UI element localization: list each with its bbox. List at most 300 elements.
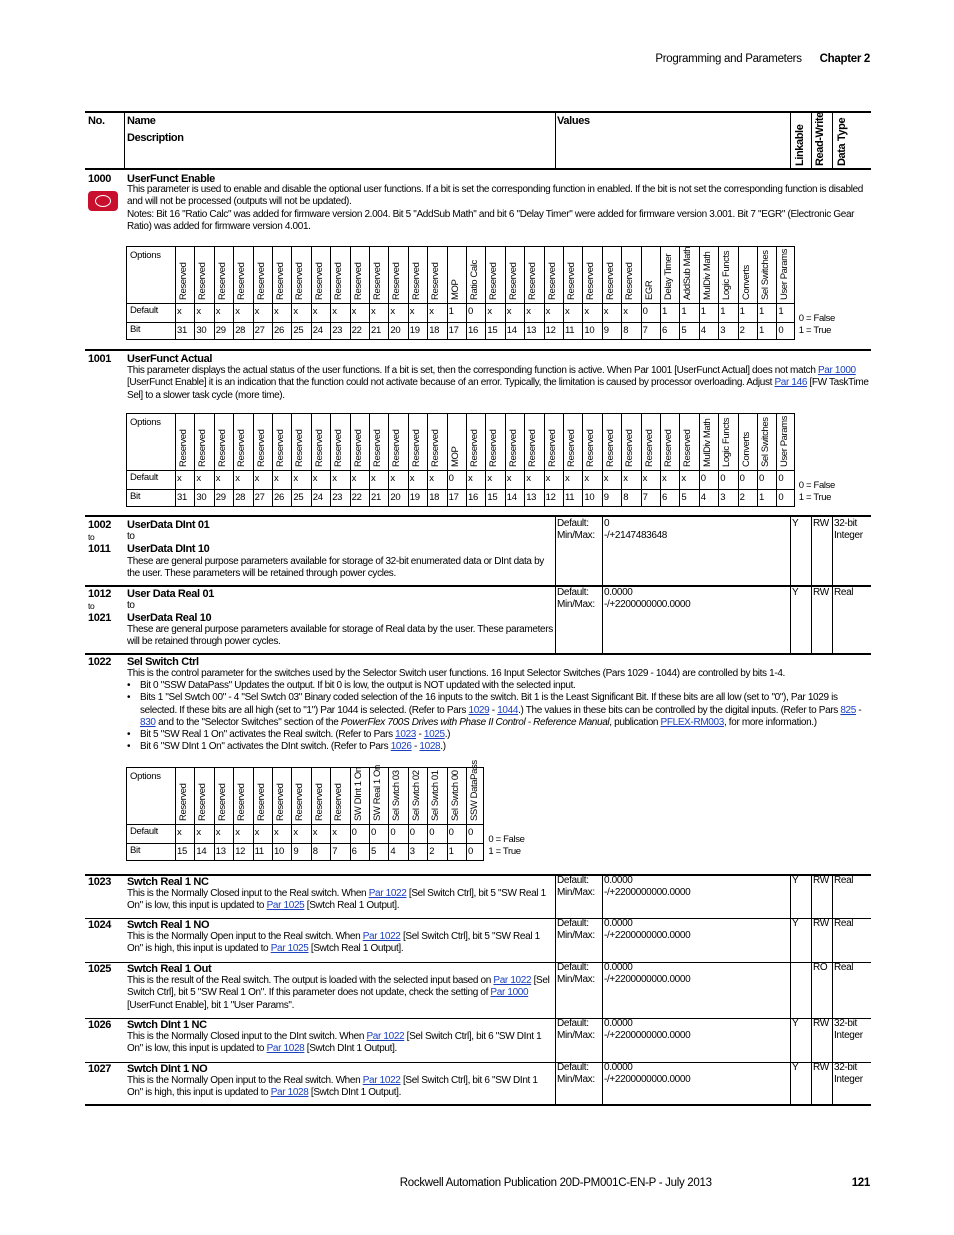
minmax-label: Min/Max: [557,887,595,898]
bit-number: 25 [293,325,304,336]
par-link[interactable]: Par 1028 [266,1043,305,1055]
bit-number: 30 [196,325,207,336]
bit-number: 5 [681,325,687,336]
col-values: Values [557,115,590,127]
minmax-value: -/+2200000000.0000 [604,599,691,610]
linkable-value: Y [792,918,799,929]
bit-option-label: User Params [779,248,791,300]
bit-default: x [332,306,337,317]
bit-option-label: Reserved [197,783,209,821]
bit-default: x [312,827,318,838]
param-number: 1012 [88,588,112,600]
param-description: This parameter is used to enable and disable the optional user functions. If a bit is set the corresponding function in enabled. If the bit is not set the corresponding function is disabled and will not be processed (outputs will not be updated). [127,184,864,208]
bit-default: 0 [759,473,764,484]
linkable-value: Y [792,587,799,598]
bit-option-label: Reserved [216,429,228,467]
par-link[interactable]: Par 1022 [493,975,532,986]
bit-option-label: Reserved [546,429,558,467]
bit-option-label: Reserved [333,783,345,821]
bit-number: 12 [545,492,556,503]
col-data-type: Data Type [836,117,848,166]
bit-number: 15 [487,325,498,336]
true-legend: 1 = True [798,492,832,503]
bit-number: 24 [312,492,323,503]
data-type: Integer [834,530,863,541]
bit-option-label: Reserved [643,429,655,467]
data-type: 32-bit [834,1018,857,1029]
bit-option-label: Reserved [197,262,209,300]
bit-option-label: Reserved [178,783,189,821]
bit-option-label: Reserved [546,262,558,300]
param-number: 1024 [88,919,112,931]
minmax-value: -/+2200000000.0000 [604,887,691,898]
bit-default: x [429,306,434,317]
param-name: User Data Real 01 [127,588,214,600]
minmax-value: -/+2200000000.0000 [604,1030,691,1041]
bit-number: 4 [700,325,706,336]
par-link[interactable]: Par 1025 [270,943,309,955]
col-no: No. [88,115,105,127]
bit-number: 16 [468,492,478,503]
bit-default: x [332,827,337,838]
bit-option-label: Sel Switches [760,417,771,467]
linkable-value: Y [792,1018,799,1029]
data-type: 32-bit [834,1062,857,1073]
bit-option-label: Sel Switches [760,250,771,300]
bit-option-label: Reserved [313,783,325,821]
bit-option-label: Reserved [391,262,403,300]
param-name: Swtch Real 1 NC [127,876,209,888]
bit-default: x [274,827,279,838]
bit-number: 8 [623,325,629,336]
param-number: 1021 [88,612,112,624]
bit-default: 1 [778,306,784,317]
bit-default: x [235,473,240,484]
par-link[interactable]: Par 1000 [490,987,529,999]
minmax-value: -/+2147483648 [604,530,668,541]
bit-default: x [506,473,512,484]
bit-grid [126,760,484,861]
bit-default: x [390,473,395,484]
bit-number: 19 [409,492,420,503]
default-label: Default: [557,918,589,929]
par-link[interactable]: Par 1022 [362,1075,401,1086]
param-description: This is the Normally Open input to the Real switch. When Par 1022 [Sel Switch Ctrl], bit 5 "SW Real 1 On" is high, this input is updated to Par 1025 [Swtch Real 1 Output]. [127,931,540,955]
data-type: Real [834,875,854,886]
bit-option-label: MulDiv Math [701,418,713,467]
bit-default: x [429,473,434,484]
bit-default: 1 [448,306,454,317]
par-link[interactable]: 1026 [390,741,412,753]
range-to: to [127,600,135,611]
page-footer [400,1177,870,1189]
bit-default: 1 [700,306,706,317]
default-value: 0.0000 [604,1018,633,1029]
bit-default: 0 [448,827,454,838]
range-to: to [127,531,135,542]
bit-number: 15 [487,492,498,503]
bit-number: 13 [526,325,537,336]
bit-number: 29 [215,492,226,503]
default-label: Default [130,305,159,316]
bit-option-label: Reserved [585,429,597,467]
par-link[interactable]: Par 1022 [368,888,407,899]
bit-default: x [584,306,589,317]
bit-option-label: Reserved [488,262,500,300]
default-value: 0.0000 [604,587,633,598]
bit-default: x [603,306,609,317]
default-label: Default: [557,1018,589,1029]
range-to: to [88,532,95,542]
par-link[interactable]: Par 1022 [362,931,401,942]
param-name: UserData DInt 10 [127,543,210,555]
bit-note: • Bit 6 "SW DInt 1 On" activates the DInt switch. (Refer to Pars 1026 - 1028.) [127,741,869,753]
data-type: Real [834,918,854,929]
par-link[interactable]: Par 1025 [266,900,305,912]
default-value: 0 [604,518,610,529]
chapter-label: Chapter 2 [819,53,870,65]
bit-default: x [468,473,473,484]
bit-number: 10 [584,492,595,503]
bit-number: 14 [506,325,517,336]
true-legend: 1 = True [798,325,832,336]
bit-number: 1 [448,846,454,857]
par-link[interactable]: 1029 [468,704,490,716]
bit-number: 31 [177,492,187,503]
rw-value: RW [813,918,829,929]
bit-default: x [526,473,531,484]
bit-option-label: Reserved [682,429,694,467]
false-legend: 0 = False [798,480,835,491]
bit-option-label: SW DInt 1 On [352,767,364,821]
par-link[interactable]: Par 1022 [366,1031,405,1042]
bit-number: 11 [565,492,575,503]
bit-default: 1 [681,306,687,317]
par-link[interactable]: 1023 [395,729,417,741]
bit-default: x [681,473,686,484]
bit-option-label: Reserved [255,429,267,467]
bit-default: x [487,473,492,484]
bit-default: x [526,306,531,317]
bit-number: 21 [371,492,381,503]
bit-default: x [332,473,337,484]
bit-option-label: Reserved [197,429,209,467]
false-legend: 0 = False [488,834,525,845]
bit-option-label: Reserved [236,783,248,821]
param-number: 1027 [88,1063,112,1075]
bit-default: x [506,306,512,317]
linkable-value: Y [792,1062,799,1073]
bit-option-label: Reserved [275,783,286,821]
param-name: UserData DInt 01 [127,519,210,531]
bit-number: 2 [739,492,745,503]
bit-default: 0 [468,827,473,838]
bit-number: 2 [739,325,745,336]
param-description: This is the Normally Open input to the Real switch. When Par 1022 [Sel Switch Ctrl], bit 6 "SW DInt 1 On" is high, this input is updated to Par 1028 [Swtch DInt 1 Output]. [127,1075,538,1099]
bit-option-label: Logic Functs [721,417,733,467]
bit-notes-list [127,680,869,754]
bit-number: 27 [254,325,265,336]
bit-default: x [409,306,415,317]
bit-default: 1 [662,306,667,317]
default-label: Default [130,472,159,483]
bit-number: 9 [603,325,609,336]
bit-number: 21 [371,325,381,336]
bit-default: x [274,306,279,317]
page-number: 121 [851,1177,870,1189]
bit-default: x [390,306,395,317]
data-type: Integer [834,1074,863,1085]
bit-option-label: Sel Swtch 03 [391,770,403,821]
param-description: This parameter displays the actual status of the user functions. If a bit is set, then the corresponding function is active. When Par 1001 [UserFunct Actual] does not match Par 1000 [UserFunct Enable] it is an indication that the function could not activate because of an error. Typically, the limitation is caused by processor overloading. Adjust Par 146 [FW TaskTime Sel] to a slower task cycle (more time). [127,365,869,401]
rw-value: RW [813,1018,829,1029]
bit-number: 7 [642,325,648,336]
par-link[interactable]: 830 [140,716,156,728]
col-name: Name [127,115,156,127]
param-description: These are general purpose parameters available for storage of 32-bit enumerated data or DInt data by the user. These parameters will be retained through power cycles. [127,556,544,580]
bit-number: 3 [720,325,726,336]
bit-option-label: Reserved [507,262,519,300]
bit-option-label: Reserved [566,429,577,467]
bit-default: x [623,306,628,317]
param-number: 1023 [88,876,112,888]
bit-option-label: Sel Swtch 01 [430,770,442,821]
bit-default: x [623,473,628,484]
param-name: Sel Switch Ctrl [127,656,199,668]
rw-value: RW [813,875,829,886]
bit-option-label: Reserved [430,262,442,300]
bit-default: x [487,306,492,317]
bit-option-label: Converts [740,432,752,467]
bit-number: 6 [662,325,667,336]
bit-default: 0 [390,827,396,838]
default-value: 0.0000 [604,1062,633,1073]
bit-option-label: Sel Swtch 02 [410,770,422,821]
bit-default: x [196,473,201,484]
linkable-value: Y [792,875,799,886]
bit-number: 20 [390,492,401,503]
param-name: Swtch DInt 1 NO [127,1063,208,1075]
par-link[interactable]: 825 [840,704,856,716]
bit-number: 11 [254,846,264,857]
minmax-label: Min/Max: [557,974,595,985]
rw-value: RO [813,962,828,973]
param-number: 1025 [88,963,112,975]
bit-option-label: Reserved [624,429,636,467]
bit-number: 15 [177,846,187,857]
default-value: 0.0000 [604,918,633,929]
col-read-write: Read-Write [814,112,826,166]
bit-number: 3 [720,492,726,503]
bit-default: x [215,827,221,838]
bit-number: 2 [429,846,435,857]
param-description: This is the Normally Closed input to the Real switch. When Par 1022 [Sel Switch Ctrl], bit 5 "SW Real 1 On" is low, this input is updated to Par 1025 [Swtch Real 1 Output]. [127,888,546,912]
bit-default: 1 [720,306,726,317]
bit-option-label: SSW DataPass [469,760,480,821]
bit-default: x [196,827,201,838]
bit-option-label: User Params [779,415,791,467]
bit-option-label: Reserved [488,429,500,467]
bit-option-label: Reserved [275,262,286,300]
bit-number: 13 [526,492,537,503]
bit-number: 30 [196,492,207,503]
bit-default: 0 [409,827,415,838]
bit-number: 1 [759,492,764,503]
bit-number: 24 [312,325,323,336]
bit-option-label: Reserved [216,783,228,821]
bit-default: x [254,473,260,484]
bit-number: 31 [177,325,187,336]
bit-default: x [312,473,318,484]
bit-number: 9 [603,492,609,503]
bit-option-label: Converts [740,265,752,300]
bit-option-label: Reserved [294,429,306,467]
bit-number: 23 [332,492,343,503]
bit-option-label: Delay Timer [663,253,674,300]
bit-default: 1 [739,306,745,317]
bit-default: 0 [468,306,473,317]
bit-default: x [177,473,182,484]
data-type: Real [834,962,854,973]
bit-option-label: MOP [449,446,461,467]
default-value: 0.0000 [604,962,633,973]
default-label: Default [130,826,159,837]
stop-drive-icon [88,191,118,211]
bit-default: x [371,473,376,484]
linkable-value: Y [792,518,799,529]
minmax-value: -/+2200000000.0000 [604,1074,691,1085]
default-label: Default: [557,518,589,529]
bit-number: 5 [681,492,687,503]
bit-note: • Bits 1 "Sel Swtch 00" - 4 "Sel Swtch 03" Binary coded selection of the 16 inputs to the switch. Bit 1 is the Least Significant Bit. If these bits are all low (set to "0"), Par 1029 is selected. If these bits are all high (set to "1") Par 1044 is selected. (Refer to Pars 1029 - 1044.) The values in these bits can be controlled by the digital inputs. (Refer to Pars 825 - 830 and to the "Selector Switches" section of the PowerFlex 700S Drives with Phase II Control - Reference Manual, publication PFLEX-RM003, for more information.) [127,692,869,729]
bit-number: 4 [390,846,396,857]
bit-default: x [565,306,570,317]
true-legend: 1 = True [488,846,521,857]
bit-default: x [565,473,570,484]
bit-option-label: Sel Swtch 00 [449,770,461,821]
bit-option-label: AddSub Math [682,246,694,300]
options-label: Options [130,417,161,428]
section-title: Programming and Parameters [655,53,802,65]
default-label: Default: [557,875,589,886]
bit-number: 6 [662,492,667,503]
bit-option-label: Reserved [255,262,267,300]
par-link[interactable]: 1044 [497,704,519,716]
bit-default: 0 [448,473,454,484]
bit-default: x [293,473,298,484]
bit-number: 17 [448,492,459,503]
rw-value: RW [813,587,829,598]
bit-number: 26 [274,492,284,503]
bit-default: x [545,306,551,317]
bit-number: 4 [700,492,706,503]
publication-link[interactable]: PFLEX-RM003 [660,716,724,728]
param-number: 1000 [88,173,112,185]
bit-default: x [351,306,357,317]
rw-value: RW [813,518,829,529]
bit-number: 8 [623,492,629,503]
param-description: This is the Normally Closed input to the DInt switch. When Par 1022 [Sel Switch Ctrl], bit 6 "SW DInt 1 On" is low, this input is updated to Par 1028 [Swtch DInt 1 Output]. [127,1031,542,1055]
bit-default: x [215,473,221,484]
false-legend: 0 = False [798,313,835,324]
param-description: These are general purpose parameters available for storage of Real data by the user. These parameters will be retained through power cycles. [127,624,553,648]
bit-option-label: Reserved [372,262,383,300]
bit-default: x [235,306,240,317]
bit-default: x [293,827,298,838]
bit-default: 0 [700,473,706,484]
bit-option-label: Reserved [178,262,189,300]
bit-number: 12 [235,846,246,857]
bit-number: 10 [584,325,595,336]
bit-default: x [312,306,318,317]
default-label: Default: [557,962,589,973]
minmax-label: Min/Max: [557,599,595,610]
bit-option-label: Reserved [624,262,636,300]
bit-number: 18 [429,492,440,503]
param-name: Swtch Real 1 Out [127,963,212,975]
bit-default: x [274,473,279,484]
bit-option-label: Reserved [352,429,364,467]
bit-number: 0 [778,492,784,503]
bit-option-label: Reserved [313,429,325,467]
par-link[interactable]: Par 1000 [817,365,856,376]
param-description: This is the control parameter for the switches used by the Selector Switch user functions. 16 Input Selector Switches (Pars 1029 - 1044) are controlled by bits 1-4. [127,668,785,679]
data-type: 32-bit [834,518,857,529]
par-link[interactable]: 1028 [419,741,441,753]
bit-option-label: EGR [643,280,655,300]
bit-default: x [215,306,221,317]
bit-default: 0 [351,827,357,838]
bit-number: 22 [351,492,362,503]
minmax-value: -/+2200000000.0000 [604,930,691,941]
bit-default: x [293,306,298,317]
bit-option-label: Reserved [313,262,325,300]
bit-default: 0 [642,306,648,317]
bit-option-label: Reserved [507,429,519,467]
param-description: This is the result of the Real switch. The output is loaded with the selected input based on Par 1022 [Sel Switch Ctrl], bit 5 "SW Real 1 On". If this parameter does not update, check the setting of Par 1000 [UserFunct Enable], bit 1 "User Params". [127,975,550,1011]
bit-default: x [235,827,240,838]
bit-option-label: Reserved [333,429,345,467]
bit-number: 1 [759,325,764,336]
bit-option-label: Reserved [216,262,228,300]
data-type: Real [834,587,854,598]
param-number: 1001 [88,353,112,365]
bit-option-label: Reserved [294,783,306,821]
minmax-label: Min/Max: [557,530,595,541]
bit-default: x [642,473,648,484]
minmax-label: Min/Max: [557,930,595,941]
bit-label: Bit [130,845,141,856]
bit-option-label: Reserved [527,429,539,467]
bit-default: 0 [429,827,435,838]
bit-default: 0 [778,473,784,484]
bit-option-label: Reserved [410,429,422,467]
bit-number: 20 [390,325,401,336]
par-link[interactable]: 1025 [423,729,445,741]
bit-option-label: Reserved [255,783,267,821]
bit-default: x [409,473,415,484]
param-number: 1026 [88,1019,112,1031]
bit-number: 22 [351,325,362,336]
par-link[interactable]: Par 1028 [270,1087,309,1099]
par-link[interactable]: Par 146 [774,377,808,389]
publication-info: Rockwell Automation Publication 20D-PM001C-EN-P - July 2013 [399,1177,712,1189]
bit-number: 3 [409,846,415,857]
bit-default: x [584,473,589,484]
bit-number: 0 [468,846,473,857]
bit-default: x [254,827,260,838]
bit-option-label: Reserved [178,429,189,467]
